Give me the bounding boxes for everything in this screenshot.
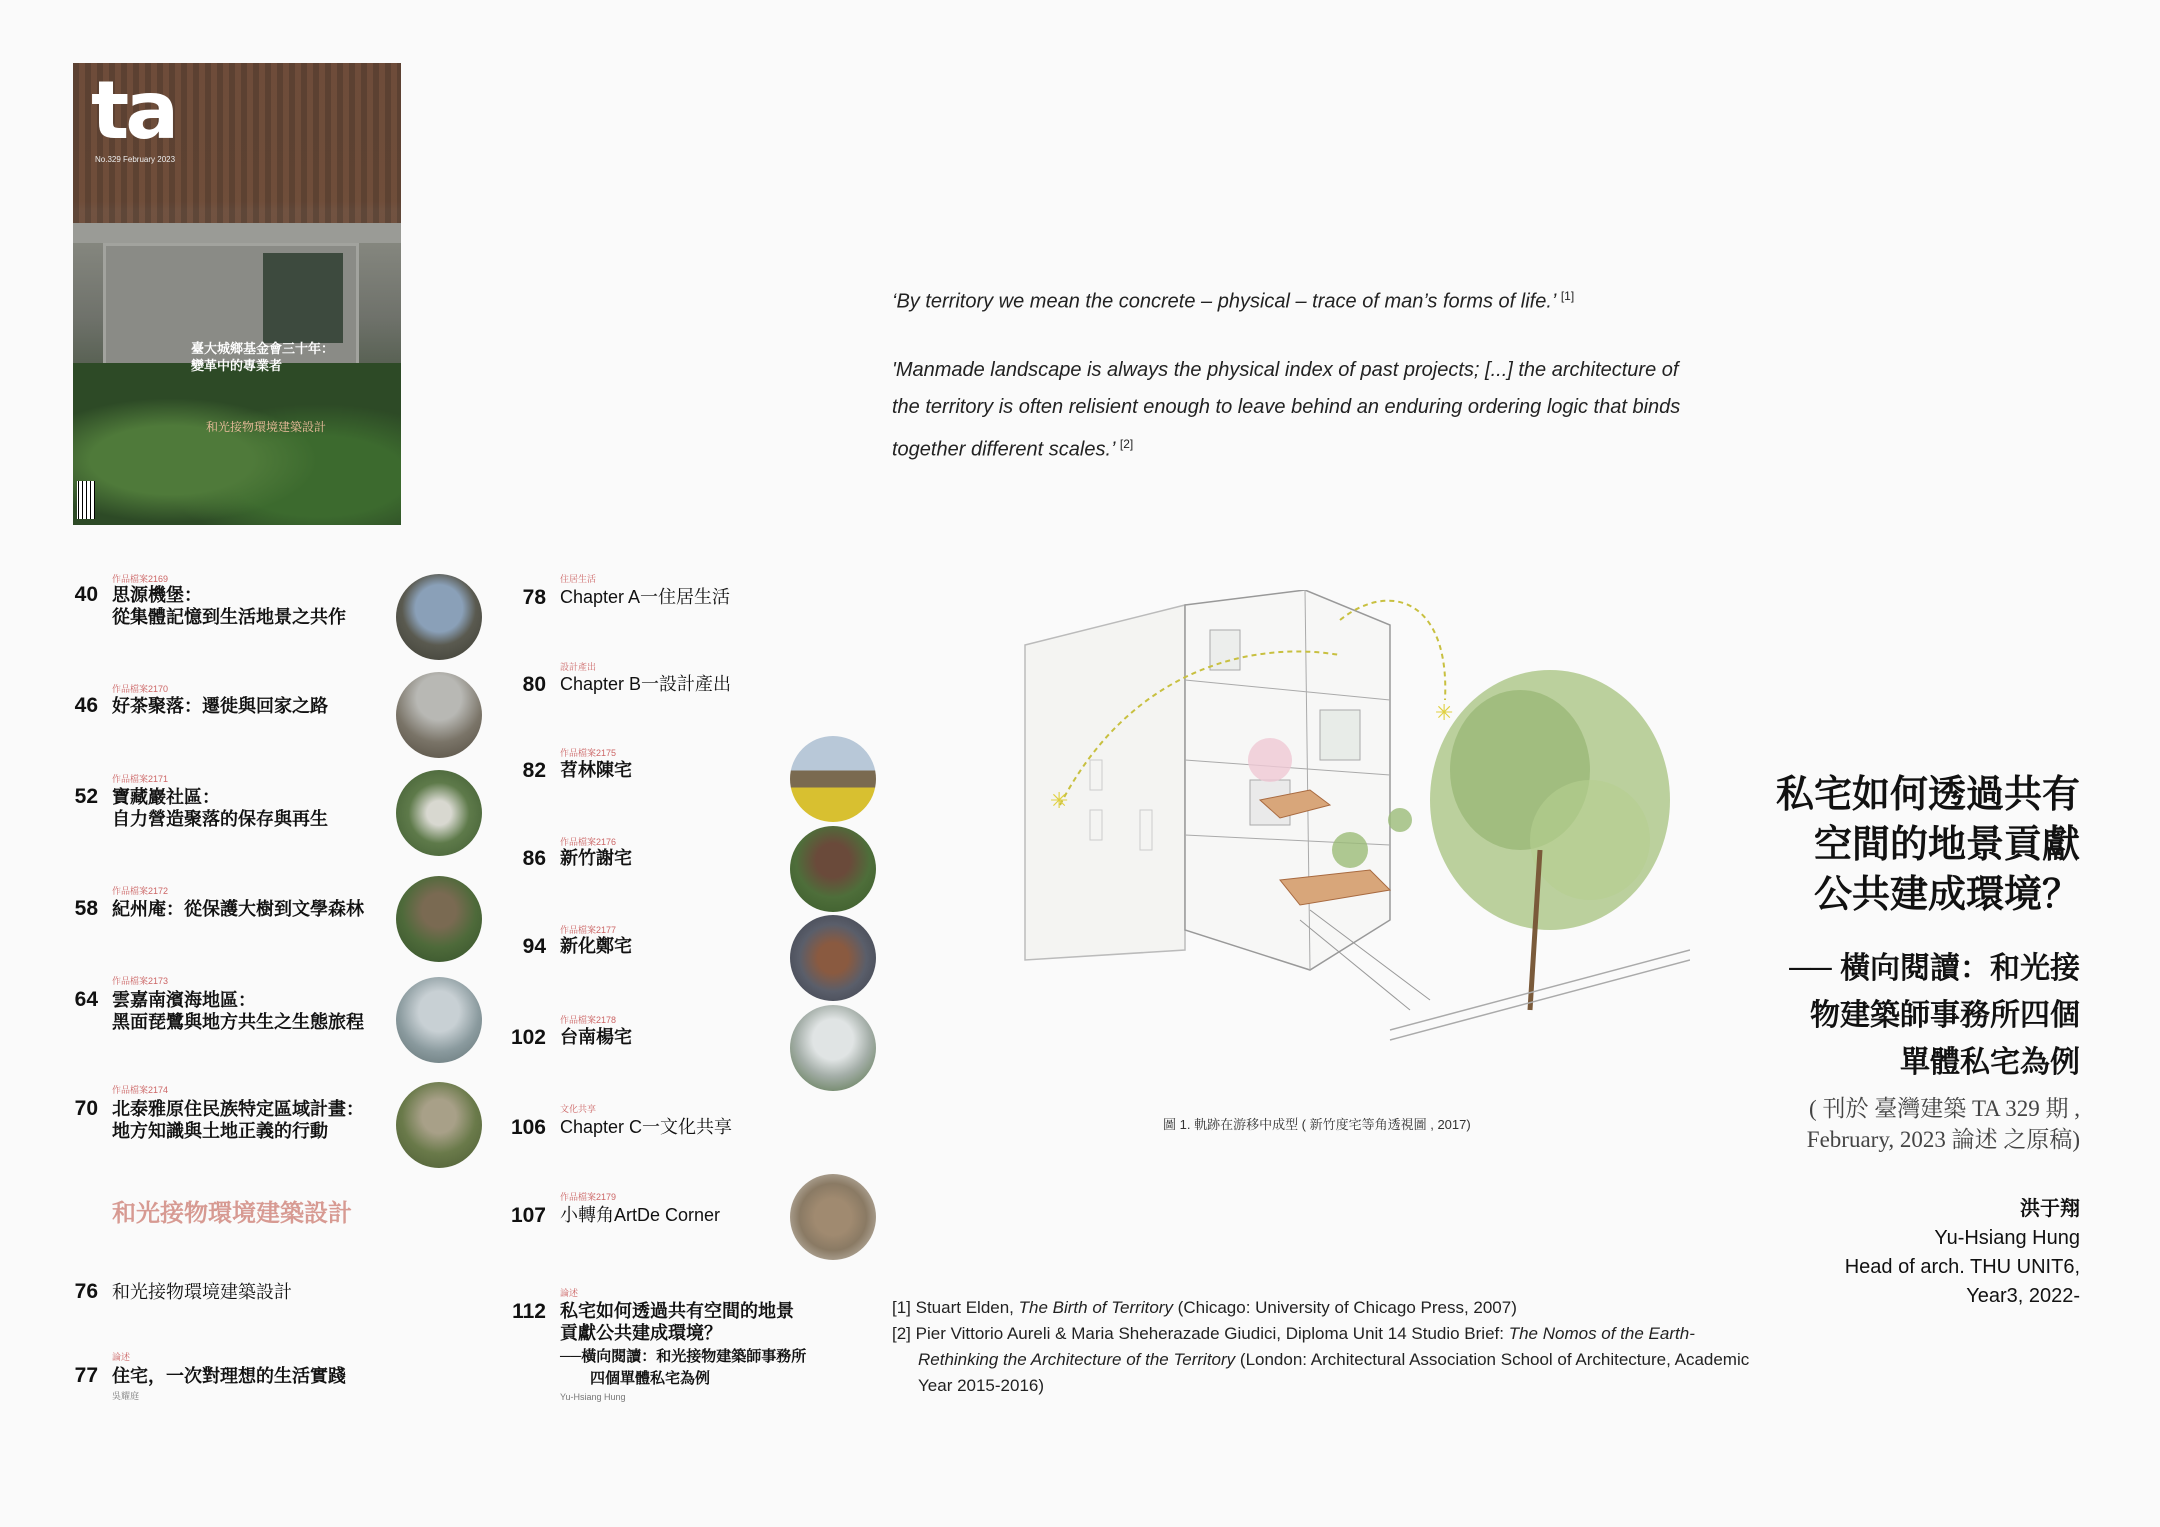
toc-tag: 作品檔案2179: [560, 1192, 617, 1202]
toc-thumbnail: [790, 736, 876, 822]
toc-title[interactable]: 思源機堡：: [112, 585, 202, 605]
toc-page-number: 77: [74, 1364, 98, 1387]
toc-title[interactable]: 好茶聚落：遷徙與回家之路: [112, 696, 328, 716]
toc-thumbnail: [790, 1174, 876, 1260]
cover-headline-1: 臺大城鄉基金會三十年：: [191, 341, 335, 356]
toc-title-line2[interactable]: 黑面琵鷺與地方共生之生態旅程: [112, 1012, 364, 1032]
toc-subtitle-line2: 四個單體私宅為例: [590, 1370, 711, 1387]
toc-page-number: 64: [74, 988, 98, 1011]
toc-page-number: 76: [74, 1280, 98, 1303]
article-title-2: 空間的地景貢獻: [1813, 824, 2080, 866]
footnote-1: [892, 1295, 1517, 1321]
toc-thumbnail: [790, 1005, 876, 1091]
toc-page-number: 102: [510, 1026, 546, 1049]
toc-tag: 作品檔案2173: [112, 976, 169, 986]
toc-title[interactable]: 雲嘉南濱海地區：: [112, 990, 256, 1010]
quote-2-line2: the territory is often relisient enough to leave behind an enduring ordering logic that binds: [892, 396, 1681, 418]
article-title-1: 私宅如何透過共有: [1775, 774, 2080, 816]
footnote-1-title: The Birth of Territory: [1018, 1298, 1173, 1317]
footnote-2-text-2: (London: Architectural Association School of Architecture, Academic Year 2015-2016): [918, 1350, 1750, 1395]
toc-tag: 住居生活: [560, 574, 597, 584]
footnote-2: [892, 1321, 1758, 1399]
article-title-3: 公共建成環境？: [1813, 874, 2080, 916]
footnote-1-text-2: (Chicago: University of Chicago Press, 2007): [1172, 1298, 1517, 1317]
toc-title[interactable]: 新化鄭宅: [560, 936, 632, 956]
toc-title[interactable]: 和光接物環境建築設計: [112, 1282, 292, 1302]
quote-2: [892, 352, 1680, 469]
toc-tag: 作品檔案2172: [112, 886, 169, 896]
toc-title-line2[interactable]: 自力營造聚落的保存與再生: [112, 809, 328, 829]
toc-page-number: 107: [510, 1204, 546, 1227]
toc-tag: 作品檔案2170: [112, 684, 169, 694]
toc-page-number: 52: [74, 785, 98, 808]
toc-thumbnail: [790, 826, 876, 912]
toc-title[interactable]: 小轉角ArtDe Corner: [560, 1205, 721, 1225]
axonometric-drawing: [1010, 590, 1690, 1070]
toc-tag: 作品檔案2177: [560, 925, 617, 935]
author-role-2: Year3, 2022-: [1966, 1285, 2080, 1307]
footnote-2-text: [2] Pier Vittorio Aureli & Maria Sheherazade Giudici, Diploma Unit 14 Studio Brief:: [892, 1324, 1509, 1343]
article-title: [1776, 770, 2080, 920]
toc-author: 吳耀庭: [112, 1391, 140, 1401]
toc-title[interactable]: 私宅如何透過共有空間的地景: [560, 1301, 794, 1321]
toc-title-line2[interactable]: 從集體記憶到生活地景之共作: [112, 607, 346, 627]
toc-page-number: 86: [522, 847, 546, 870]
quote-1-ref[interactable]: [1]: [1560, 289, 1575, 303]
quote-1-text: ‘By territory we mean the concrete – physical – trace of man’s forms of life.’: [892, 290, 1556, 313]
toc-tag: 作品檔案2176: [560, 837, 617, 847]
publication-note-1: ( 刊於 臺灣建築 TA 329 期 ,: [1809, 1096, 2080, 1121]
toc-title-line2[interactable]: 貢獻公共建成環境？: [560, 1323, 722, 1343]
toc-title[interactable]: 紀州庵：從保護大樹到文學森林: [112, 899, 364, 919]
toc-tag: 作品檔案2175: [560, 748, 617, 758]
toc-page-number: 80: [522, 673, 546, 696]
barcode: [77, 481, 95, 519]
cover-slab: [73, 223, 401, 243]
article-subtitle: [1789, 945, 2080, 1086]
toc-title-line2[interactable]: 地方知識與土地正義的行動: [112, 1121, 328, 1141]
figure-caption: 圖 1. 軌跡在游移中成型 ( 新竹度宅等角透視圖 , 2017): [1163, 1117, 1471, 1132]
cover-window: [263, 253, 343, 343]
toc-title[interactable]: Chapter B一設計產出: [560, 674, 732, 694]
section-title: 和光接物環境建築設計: [112, 1200, 352, 1227]
toc-title[interactable]: Chapter A一住居生活: [560, 587, 731, 607]
author-block: [1845, 1195, 2080, 1311]
svg-text:✳: ✳: [1050, 789, 1069, 814]
toc-thumbnail: [396, 770, 482, 856]
toc-page-number: 112: [512, 1300, 546, 1323]
author-name-en: Yu-Hsiang Hung: [1934, 1227, 2080, 1249]
toc-tag: 作品檔案2178: [560, 1015, 617, 1025]
quote-2-line3: together different scales.’: [892, 438, 1115, 461]
toc-thumbnail: [396, 876, 482, 962]
author-role-1: Head of arch. THU UNIT6,: [1844, 1256, 2080, 1278]
toc-page-number: 58: [74, 897, 98, 920]
article-subtitle-1: ── 橫向閱讀：和光接: [1789, 952, 2080, 985]
toc-tag: 文化共享: [560, 1104, 597, 1114]
toc-author: Yu-Hsiang Hung: [560, 1392, 626, 1402]
toc-tag: 作品檔案2174: [112, 1085, 169, 1095]
publication-note: [1807, 1093, 2080, 1155]
toc-tag: 論述: [112, 1352, 131, 1362]
toc-page-number: 78: [522, 586, 546, 609]
article-subtitle-3: 單體私宅為例: [1900, 1046, 2080, 1079]
footnote-1-text: [1] Stuart Elden,: [892, 1298, 1019, 1317]
toc-thumbnail: [396, 574, 482, 660]
toc-page-number: 46: [74, 694, 98, 717]
toc-thumbnail: [396, 1082, 482, 1168]
svg-text:✳: ✳: [1435, 701, 1454, 726]
toc-title[interactable]: 台南楊宅: [560, 1027, 632, 1047]
toc-thumbnail: [790, 915, 876, 1001]
cover-ferns: [73, 363, 401, 525]
toc-page-number: 106: [510, 1116, 546, 1139]
toc-page-number: 70: [74, 1097, 98, 1120]
toc-title[interactable]: 新竹謝宅: [560, 848, 632, 868]
footnote-2-title: The Nomos of the Earth-Rethinking the Architecture of the Territory: [918, 1324, 1695, 1369]
toc-page-number: 94: [522, 935, 546, 958]
cover-headline-2: 變革中的專業者: [191, 358, 283, 373]
toc-subtitle: ──橫向閱讀：和光接物建築師事務所: [560, 1348, 807, 1365]
toc-thumbnail: [396, 672, 482, 758]
toc-title[interactable]: 寶藏巖社區：: [112, 787, 220, 807]
quote-2-line1: 'Manmade landscape is always the physical index of past projects; [...] the architecture of: [892, 359, 1679, 381]
toc-tag: 作品檔案2169: [112, 574, 169, 584]
cover-headline: [191, 340, 334, 374]
cover-issue: No.329 February 2023: [95, 155, 176, 164]
quote-2-ref[interactable]: [2]: [1119, 437, 1134, 451]
toc-page-number: 82: [522, 759, 546, 782]
magazine-cover: [73, 63, 401, 525]
toc-page-number: 40: [74, 583, 98, 606]
cover-logo: ta: [91, 64, 176, 157]
publication-note-2: February, 2023 論述 之原稿): [1806, 1127, 2080, 1152]
toc-thumbnail: [396, 977, 482, 1063]
toc-tag: 設計產出: [560, 662, 597, 672]
toc-tag: 論述: [560, 1288, 579, 1298]
toc-title[interactable]: 住宅，一次對理想的生活實踐: [112, 1366, 346, 1386]
article-subtitle-2: 物建築師事務所四個: [1810, 999, 2080, 1032]
toc-tag: 作品檔案2171: [112, 774, 169, 784]
cover-feature: 和光接物環境建築設計: [206, 420, 327, 434]
toc-title[interactable]: Chapter C一文化共享: [560, 1117, 733, 1137]
author-name-zh: 洪于翔: [2020, 1198, 2080, 1220]
toc-title[interactable]: 苕林陳宅: [560, 760, 632, 780]
toc-title[interactable]: 北泰雅原住民族特定區域計畫：: [112, 1099, 364, 1119]
quote-1: [892, 278, 1574, 321]
